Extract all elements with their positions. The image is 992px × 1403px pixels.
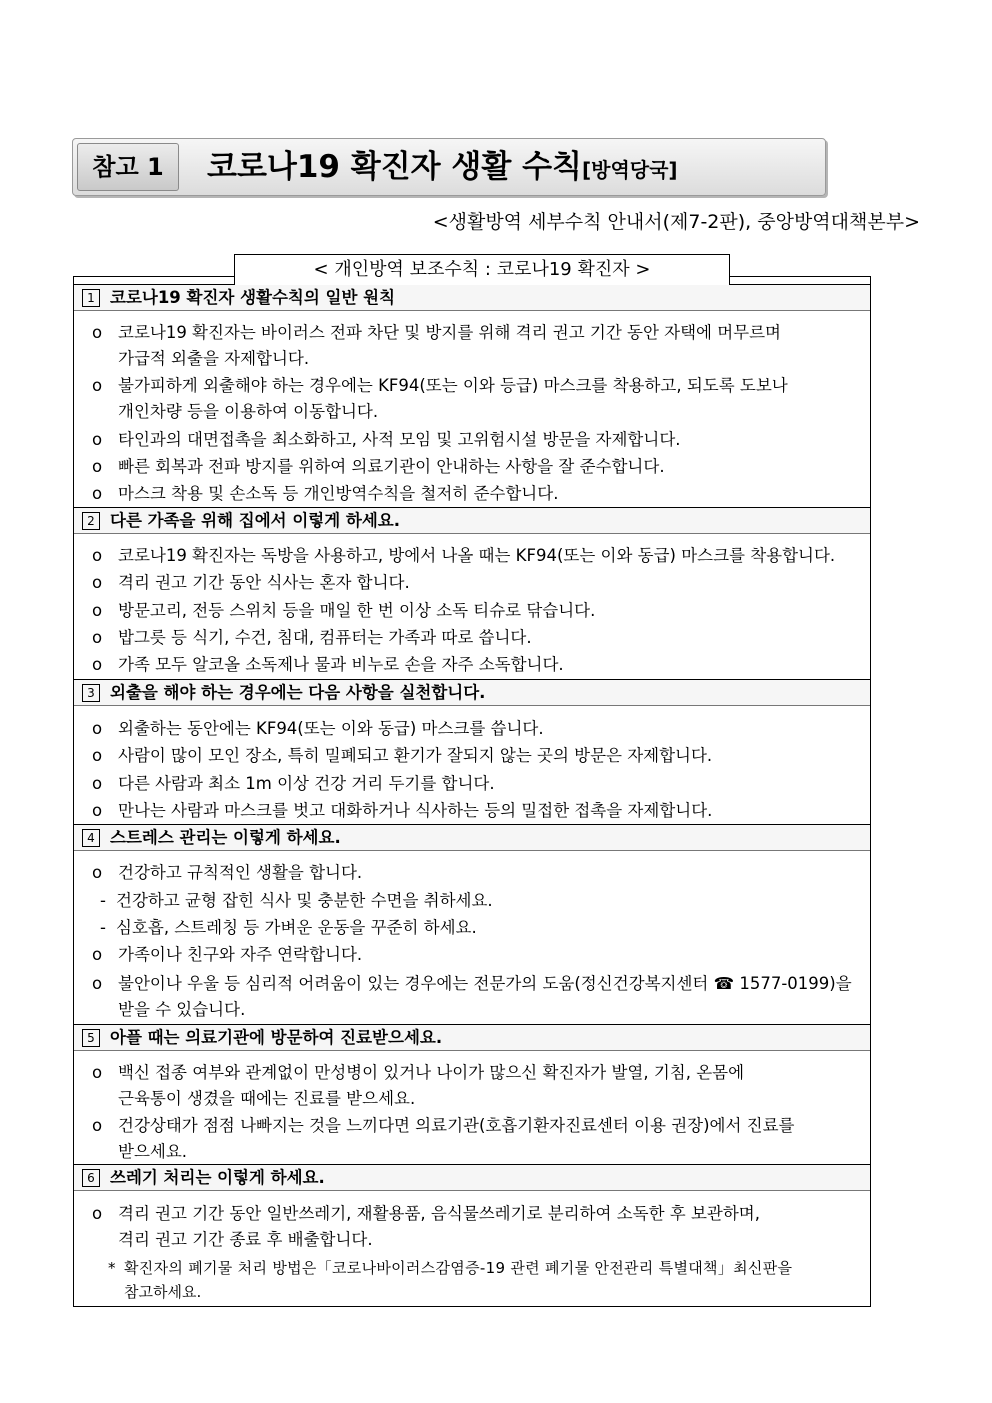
list-item: o 다른 사람과 최소 1m 이상 건강 거리 두기를 합니다. — [92, 771, 870, 797]
section-title: 외출을 해야 하는 경우에는 다음 사항을 실천합니다. — [110, 683, 486, 702]
list-item: o 가족 모두 알코올 소독제나 물과 비누로 손을 자주 소독합니다. — [92, 652, 870, 678]
list-item: o 밥그릇 등 식기, 수건, 침대, 컴퓨터는 가족과 따로 씁니다. — [92, 625, 870, 651]
list-item: o 건강하고 규칙적인 생활을 합니다. — [92, 860, 870, 886]
section-number: 5 — [82, 1029, 100, 1047]
section-title: 스트레스 관리는 이렇게 하세요. — [110, 828, 341, 847]
bullet-icon: o — [92, 573, 103, 592]
list-item: o 건강상태가 점점 나빠지는 것을 느끼다면 의료기관(호흡기환자진료센터 이용 권장)에서 진료를 — [92, 1113, 870, 1139]
section-number: 1 — [82, 289, 100, 307]
list-item: o 불가피하게 외출해야 하는 경우에는 KF94(또는 이와 등급) 마스크를 착용하고, 되도록 도보나 — [92, 373, 870, 399]
bullet-icon: o — [92, 601, 103, 620]
list-item-continued: 근육통이 생겼을 때에는 진료를 받으세요. — [118, 1089, 416, 1108]
page-title — [207, 145, 678, 192]
list-item-continued: 받을 수 있습니다. — [118, 1000, 246, 1019]
section-header-2 — [74, 507, 870, 534]
bullet-icon: o — [92, 774, 103, 793]
bullet-icon: o — [92, 746, 103, 765]
section-title: 코로나19 확진자 생활수칙의 일반 원칙 — [110, 288, 396, 307]
list-item: o 백신 접종 여부와 관계없이 만성병이 있거나 나이가 많으신 확진자가 발열, 기침, 온몸에 — [92, 1060, 870, 1086]
title-bar — [72, 138, 826, 196]
bullet-icon: o — [92, 546, 103, 565]
section-header-4 — [74, 824, 870, 851]
bullet-icon: o — [92, 457, 103, 476]
list-item: o 격리 권고 기간 동안 일반쓰레기, 재활용품, 음식물쓰레기로 분리하여 소독한 후 보관하며, — [92, 1201, 870, 1227]
section-header-1 — [74, 284, 870, 311]
reference-tag: 참고 1 — [77, 143, 179, 191]
section-header-6 — [74, 1164, 870, 1191]
list-item-continued: 격리 권고 기간 종료 후 배출합니다. — [118, 1230, 373, 1249]
section-title: 쓰레기 처리는 이렇게 하세요. — [110, 1168, 325, 1187]
list-item: o 타인과의 대면접촉을 최소화하고, 사적 모임 및 고위험시설 방문을 자제합니다. — [92, 427, 870, 453]
page-title-text: 코로나19 확진자 생활 수칙 — [207, 149, 582, 185]
list-item: o 만나는 사람과 마스크를 벗고 대화하거나 식사하는 등의 밀접한 접촉을 자제합니다. — [92, 798, 870, 824]
list-item: o 불안이나 우울 등 심리적 어려움이 있는 경우에는 전문가의 도움(정신건강복지센터 ☎ 1577-0199)을 — [92, 971, 870, 997]
bullet-icon: o — [92, 1116, 103, 1135]
bullet-icon: o — [92, 974, 103, 993]
section-number: 4 — [82, 829, 100, 847]
source-citation: <생활방역 세부수칙 안내서(제7-2판), 중앙방역대책본부> — [432, 211, 920, 233]
section-header-5 — [74, 1024, 870, 1051]
bullet-icon: o — [92, 628, 103, 647]
bullet-icon: o — [92, 945, 103, 964]
page-title-suffix: [방역당국] — [581, 158, 678, 182]
footnote: * 확진자의 폐기물 처리 방법은「코로나바이러스감염증-19 관련 폐기물 안전관리 특별대책」최신판을 — [108, 1255, 886, 1281]
list-item: o 마스크 착용 및 손소독 등 개인방역수칙을 철저히 준수합니다. — [92, 481, 870, 507]
list-item: o 방문고리, 전등 스위치 등을 매일 한 번 이상 소독 티슈로 닦습니다. — [92, 598, 870, 624]
section-title: 다른 가족을 위해 집에서 이렇게 하세요. — [110, 511, 401, 530]
dash-icon: - — [100, 891, 106, 910]
section-title: 아플 때는 의료기관에 방문하여 진료받으세요. — [110, 1028, 443, 1047]
list-item-continued: 개인차량 등을 이용하여 이동합니다. — [118, 402, 379, 421]
bullet-icon: o — [92, 863, 103, 882]
bullet-icon: o — [92, 801, 103, 820]
section-number: 3 — [82, 684, 100, 702]
bullet-icon: o — [92, 323, 103, 342]
bullet-icon: o — [92, 1204, 103, 1223]
bullet-icon: o — [92, 719, 103, 738]
bullet-icon: o — [92, 655, 103, 674]
list-item: o 사람이 많이 모인 장소, 특히 밀폐되고 환기가 잘되지 않는 곳의 방문은 자제합니다. — [92, 743, 870, 769]
box-title: < 개인방역 보조수칙 : 코로나19 확진자 > — [234, 254, 730, 285]
asterisk-icon: * — [108, 1259, 116, 1277]
list-item: o 빠른 회복과 전파 방지를 위하여 의료기관이 안내하는 사항을 잘 준수합니다. — [92, 454, 870, 480]
section-number: 6 — [82, 1169, 100, 1187]
sub-list-item: - 건강하고 균형 잡힌 식사 및 충분한 수면을 취하세요. — [100, 888, 878, 914]
bullet-icon: o — [92, 1063, 103, 1082]
list-item-continued: 가급적 외출을 자제합니다. — [118, 349, 310, 368]
bullet-icon: o — [92, 376, 103, 395]
list-item: o 가족이나 친구와 자주 연락합니다. — [92, 942, 870, 968]
list-item-continued: 받으세요. — [118, 1142, 188, 1161]
list-item: o 코로나19 확진자는 독방을 사용하고, 방에서 나올 때는 KF94(또는 이와 동급) 마스크를 착용합니다. — [92, 543, 870, 569]
sub-list-item: - 심호흡, 스트레칭 등 가벼운 운동을 꾸준히 하세요. — [100, 915, 878, 941]
bullet-icon: o — [92, 430, 103, 449]
list-item: o 코로나19 확진자는 바이러스 전파 차단 및 방지를 위해 격리 권고 기간 동안 자택에 머무르며 — [92, 320, 870, 346]
list-item: o 격리 권고 기간 동안 식사는 혼자 합니다. — [92, 570, 870, 596]
dash-icon: - — [100, 918, 106, 937]
section-header-3 — [74, 679, 870, 706]
footnote-continued: 참고하세요. — [124, 1283, 202, 1301]
section-number: 2 — [82, 512, 100, 530]
bullet-icon: o — [92, 484, 103, 503]
list-item: o 외출하는 동안에는 KF94(또는 이와 동급) 마스크를 씁니다. — [92, 716, 870, 742]
